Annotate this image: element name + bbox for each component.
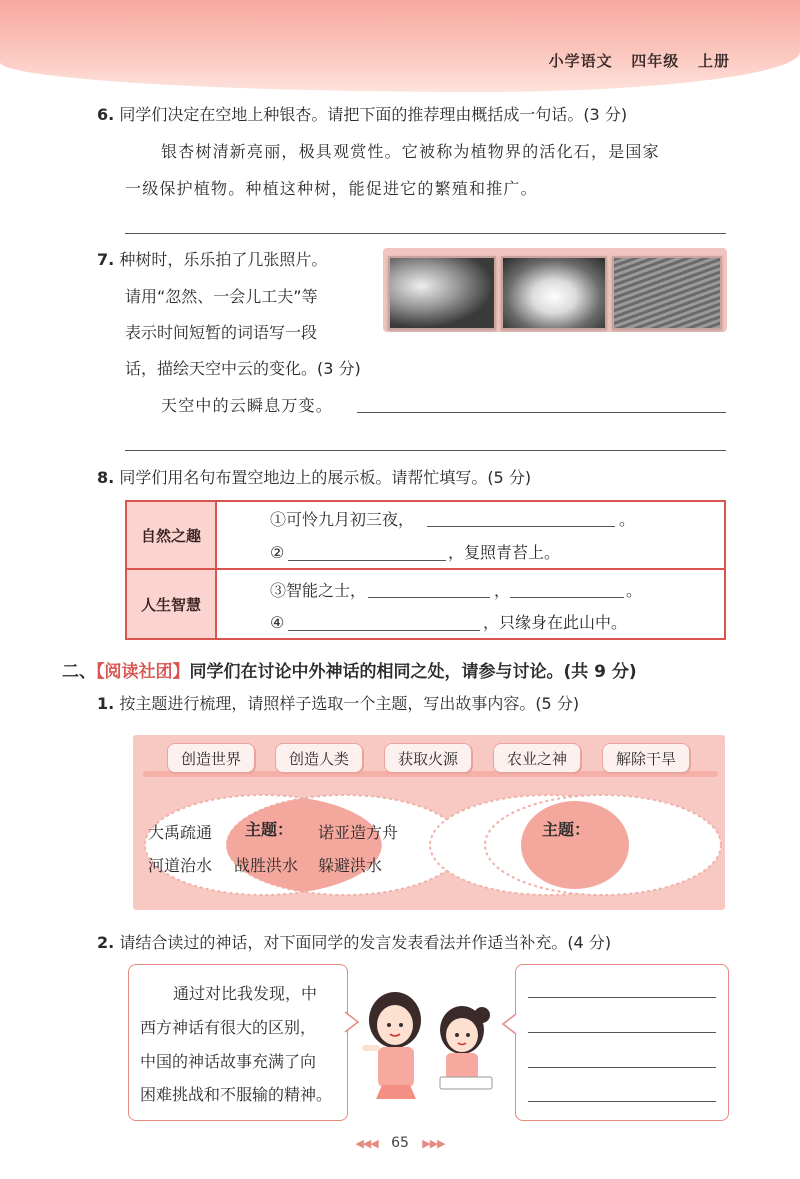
q8-number: 8. bbox=[97, 468, 115, 487]
speech-line4: 困难挑战和不服输的精神。 bbox=[140, 1085, 333, 1104]
s2q1-prompt: 按主题进行梳理，请照样子选取一个主题，写出故事内容。(5 分) bbox=[119, 694, 580, 713]
section2-heading: 同学们在讨论中外神话的相同之处，请参与讨论。(共 9 分) bbox=[189, 662, 637, 682]
header-band bbox=[0, 0, 800, 92]
venn1-center-label: 主题： bbox=[245, 820, 294, 839]
category-wisdom: 人生智慧 bbox=[127, 570, 215, 638]
girl-left bbox=[362, 992, 421, 1099]
q6-passage-line2: 一级保护植物。种植这种树，能促进它的繁殖和推广。 bbox=[125, 179, 538, 198]
q6-answer-line[interactable] bbox=[125, 233, 726, 234]
q7-prompt-row1 bbox=[97, 249, 327, 271]
quote3-blank2[interactable] bbox=[510, 597, 624, 598]
s2q2-prompt-row bbox=[97, 932, 611, 954]
venn1-center-value: 战胜洪水 bbox=[234, 856, 299, 875]
quote2-text: ，复照青苔上。 bbox=[448, 543, 561, 562]
footer-left-arrows-icon: ◀◀◀ bbox=[355, 1137, 378, 1150]
quote-table-divider-h bbox=[127, 568, 724, 570]
section2-title bbox=[62, 657, 637, 682]
speech-line2: 西方神话有很大的区别， bbox=[140, 1018, 317, 1037]
page-footer bbox=[0, 1135, 800, 1151]
speech-bubble-right bbox=[515, 964, 729, 1121]
grade-label: 四年级 bbox=[631, 52, 680, 70]
q8-prompt-row bbox=[97, 467, 531, 489]
quote-table-divider-v bbox=[215, 502, 217, 638]
answer-line-1[interactable] bbox=[528, 997, 716, 998]
q6-prompt: 同学们决定在空地上种银杏。请把下面的推荐理由概括成一句话。(3 分) bbox=[119, 105, 628, 124]
q6-number: 6. bbox=[97, 105, 115, 124]
header-title bbox=[549, 50, 730, 71]
venn1-left-bottom: 河道治水 bbox=[148, 856, 213, 875]
venn1-right-bottom: 躲避洪水 bbox=[318, 856, 383, 875]
quote2-number: ② bbox=[270, 543, 285, 562]
students-illustration bbox=[350, 985, 510, 1100]
quote2-blank[interactable] bbox=[288, 560, 446, 561]
q7-answer-line2[interactable] bbox=[125, 450, 726, 451]
q7-answer-line1[interactable] bbox=[357, 412, 726, 413]
answer-line-3[interactable] bbox=[528, 1067, 716, 1068]
s2q2-number: 2. bbox=[97, 933, 115, 952]
q7-prompt-line3: 表示时间短暂的词语写一段 bbox=[125, 323, 318, 342]
cloud-photo-1 bbox=[388, 256, 496, 330]
section2-prefix: 二、 bbox=[62, 662, 96, 682]
quote1-blank[interactable] bbox=[427, 526, 615, 527]
q8-prompt: 同学们用名句布置空地边上的展示板。请帮忙填写。(5 分) bbox=[119, 468, 532, 487]
speech-bubble-tail-right bbox=[501, 1012, 517, 1036]
s2q2-prompt: 请结合读过的神话，对下面同学的发言发表看法并作适当补充。(4 分) bbox=[119, 933, 612, 952]
quote3-end: 。 bbox=[626, 581, 643, 600]
q6-passage-line1: 银杏树清新亮丽，极具观赏性。它被称为植物界的活化石，是国家 bbox=[161, 142, 660, 161]
theme-create-humans[interactable]: 创造人类 bbox=[275, 743, 363, 773]
subject-label: 小学语文 bbox=[548, 52, 613, 70]
section2-tag: 【阅读社团】 bbox=[96, 662, 190, 682]
girl-right bbox=[440, 1006, 492, 1089]
venn1-right-top: 诺亚造方舟 bbox=[318, 823, 399, 842]
q7-prompt-line2: 请用“忽然、一会儿工夫”等 bbox=[125, 287, 318, 306]
cloud-photo-2 bbox=[501, 256, 607, 330]
venn1-left-top: 大禹疏通 bbox=[148, 823, 213, 842]
venn-diagrams bbox=[133, 790, 725, 905]
answer-line-4[interactable] bbox=[528, 1101, 716, 1102]
quote4-text: ，只缘身在此山中。 bbox=[483, 613, 628, 632]
page-number: 65 bbox=[391, 1135, 409, 1151]
s2q1-prompt-row bbox=[97, 693, 579, 715]
venn-example bbox=[145, 795, 463, 895]
quote3-text: ③智能之士， bbox=[270, 581, 367, 600]
q6-prompt-row bbox=[97, 104, 627, 126]
q7-prompt-line4: 话，描绘天空中云的变化。(3 分) bbox=[125, 359, 361, 378]
venn-blank bbox=[430, 795, 721, 895]
answer-line-2[interactable] bbox=[528, 1032, 716, 1033]
quote4-number: ④ bbox=[270, 613, 285, 632]
q7-answer-start: 天空中的云瞬息万变。 bbox=[161, 396, 334, 415]
cloud-photo-3 bbox=[612, 256, 722, 330]
category-nature: 自然之趣 bbox=[127, 502, 215, 568]
quote1-text: ①可怜九月初三夜， bbox=[270, 510, 415, 529]
venn2-center-label: 主题： bbox=[542, 820, 591, 839]
quote3-blank1[interactable] bbox=[368, 597, 490, 598]
volume-label: 上册 bbox=[697, 52, 730, 70]
speech-line1: 通过对比我发现，中 bbox=[173, 984, 318, 1003]
quote1-end: 。 bbox=[619, 510, 636, 529]
theme-agriculture-god[interactable]: 农业之神 bbox=[493, 743, 581, 773]
quote4-blank[interactable] bbox=[288, 630, 480, 631]
footer-right-arrows-icon: ▶▶▶ bbox=[422, 1137, 445, 1150]
theme-obtain-fire[interactable]: 获取火源 bbox=[384, 743, 472, 773]
theme-create-world[interactable]: 创造世界 bbox=[167, 743, 255, 773]
q7-prompt-line1: 种树时，乐乐拍了几张照片。 bbox=[119, 250, 328, 269]
q7-number: 7. bbox=[97, 250, 115, 269]
quote3-comma: ， bbox=[494, 581, 511, 600]
speech-line3: 中国的神话故事充满了向 bbox=[140, 1052, 317, 1071]
theme-end-drought[interactable]: 解除干旱 bbox=[602, 743, 690, 773]
s2q1-number: 1. bbox=[97, 694, 115, 713]
